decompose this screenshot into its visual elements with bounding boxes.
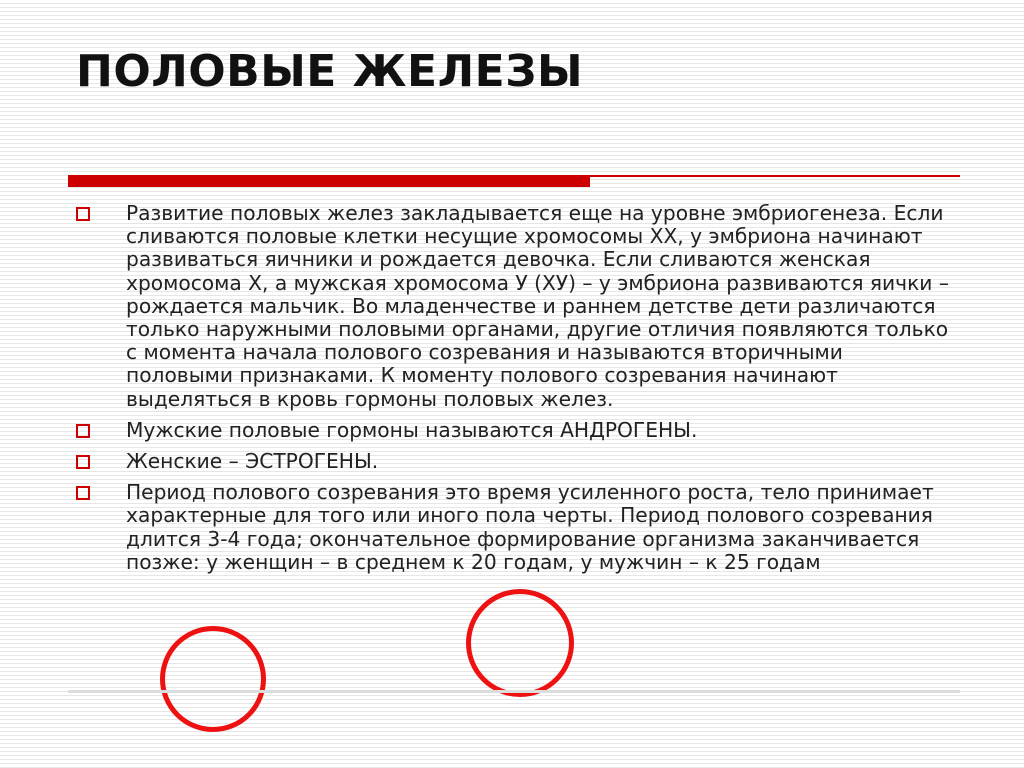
- bullet-item: [76, 450, 956, 473]
- red-circle-annotation-right: [466, 589, 574, 697]
- title-underline-thick: [68, 175, 590, 187]
- hollow-square-bullet-icon: [76, 486, 90, 500]
- title-underline-thin: [590, 175, 960, 177]
- bullet-text: Период полового созревания это время усиленного роста, тело принимает характерные для того или иного пола черты. Период полового созревания длится 3-4 года; окончательное формирование организма заканчивается позже: у женщин – в среднем к 20 годам, у мужчин – к 25 годам: [126, 480, 934, 574]
- hollow-square-bullet-icon: [76, 207, 90, 221]
- footer-divider: [68, 690, 960, 693]
- hollow-square-bullet-icon: [76, 424, 90, 438]
- hollow-square-bullet-icon: [76, 455, 90, 469]
- slide-title: ПОЛОВЫЕ ЖЕЛЕЗЫ: [76, 46, 584, 97]
- red-circle-annotation-left: [160, 626, 266, 732]
- bullet-text: Женские – ЭСТРОГЕНЫ.: [126, 449, 379, 474]
- bullet-item: [76, 202, 956, 411]
- bullet-item: [76, 481, 956, 574]
- bullet-list: [76, 202, 956, 582]
- bullet-text: Мужские половые гормоны называются АНДРОГЕНЫ.: [126, 417, 698, 442]
- bullet-item: [76, 419, 956, 442]
- bullet-text: Развитие половых желез закладывается еще на уровне эмбриогенеза. Если сливаются половые клетки несущие хромосомы ХХ, у эмбриона начинают развиваться яичники и рождается девочка. Если сливаются женская хромосома Х, а мужская хромосома У (ХУ) – у эмбриона развиваются яички – рождается мальчик. Во младенчестве и раннем детстве дети различаются только наружными половыми органами, другие отличия появляются только с момента начала полового созревания и называются вторичными половыми признаками. К моменту полового созревания начинают выделяться в кровь гормоны половых желез.: [126, 201, 949, 411]
